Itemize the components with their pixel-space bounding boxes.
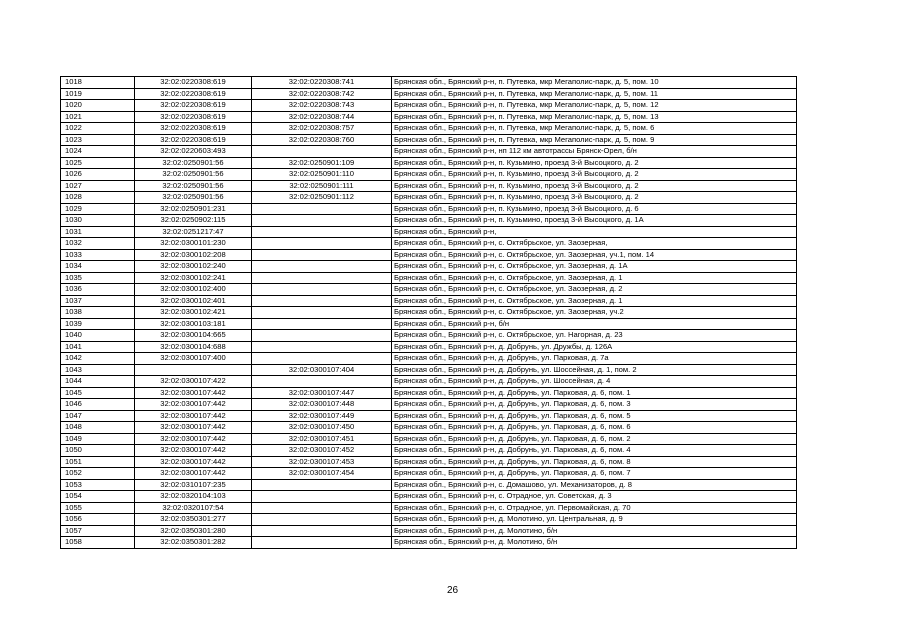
parent-cadastral-number-cell: 32:02:0220308:619 [135, 123, 252, 135]
table-row [61, 537, 797, 549]
cadastral-number-cell: 32:02:0220308:744 [252, 111, 392, 123]
cadastral-number-cell [252, 295, 392, 307]
table-row [61, 249, 797, 261]
cadastral-number-cell [252, 491, 392, 503]
row-number-cell: 1018 [61, 77, 135, 89]
table-row [61, 111, 797, 123]
address-cell: Брянская обл., Брянский р-н, п. Путевка, мкр Мегаполис-парк, д. 5, пом. 12 [392, 100, 797, 112]
cadastral-number-cell: 32:02:0300107:449 [252, 410, 392, 422]
parent-cadastral-number-cell: 32:02:0300102:400 [135, 284, 252, 296]
address-cell: Брянская обл., Брянский р-н, б/н [392, 318, 797, 330]
row-number-cell: 1020 [61, 100, 135, 112]
parent-cadastral-number-cell: 32:02:0300103:181 [135, 318, 252, 330]
parent-cadastral-number-cell: 32:02:0300101:230 [135, 238, 252, 250]
parent-cadastral-number-cell: 32:02:0300107:400 [135, 353, 252, 365]
table-body [61, 77, 797, 549]
cadastral-number-cell [252, 307, 392, 319]
table-row [61, 307, 797, 319]
row-number-cell: 1050 [61, 445, 135, 457]
parent-cadastral-number-cell: 32:02:0320107:54 [135, 502, 252, 514]
cadastral-number-cell: 32:02:0250901:110 [252, 169, 392, 181]
address-cell: Брянская обл., Брянский р-н, п. Кузьмино, проезд 3-й Высоцкого, д. 2 [392, 157, 797, 169]
cadastral-number-cell [252, 341, 392, 353]
cadastral-number-cell [252, 203, 392, 215]
table-row [61, 479, 797, 491]
table-row [61, 203, 797, 215]
table-row [61, 468, 797, 480]
address-cell: Брянская обл., Брянский р-н, д. Добрунь, ул. Парковая, д. 6, пом. 1 [392, 387, 797, 399]
address-cell: Брянская обл., Брянский р-н, с. Октябрьское, ул. Нагорная, д. 23 [392, 330, 797, 342]
table-row [61, 525, 797, 537]
parent-cadastral-number-cell: 32:02:0250901:56 [135, 180, 252, 192]
cadastral-number-cell: 32:02:0220308:757 [252, 123, 392, 135]
cadastral-number-cell [252, 272, 392, 284]
cadastral-number-cell [252, 261, 392, 273]
row-number-cell: 1040 [61, 330, 135, 342]
cadastral-number-cell: 32:02:0220308:741 [252, 77, 392, 89]
address-cell: Брянская обл., Брянский р-н, п. Кузьмино, проезд 3-й Высоцкого, д. 6 [392, 203, 797, 215]
row-number-cell: 1044 [61, 376, 135, 388]
row-number-cell: 1033 [61, 249, 135, 261]
row-number-cell: 1026 [61, 169, 135, 181]
table-row [61, 192, 797, 204]
address-cell: Брянская обл., Брянский р-н, д. Добрунь, ул. Шоссейная, д. 4 [392, 376, 797, 388]
row-number-cell: 1027 [61, 180, 135, 192]
table-row [61, 77, 797, 89]
parent-cadastral-number-cell [135, 364, 252, 376]
row-number-cell: 1035 [61, 272, 135, 284]
cadastral-number-cell [252, 353, 392, 365]
cadastral-number-cell [252, 330, 392, 342]
cadastral-number-cell: 32:02:0300107:451 [252, 433, 392, 445]
parent-cadastral-number-cell: 32:02:0300107:442 [135, 468, 252, 480]
row-number-cell: 1052 [61, 468, 135, 480]
row-number-cell: 1022 [61, 123, 135, 135]
row-number-cell: 1021 [61, 111, 135, 123]
parent-cadastral-number-cell: 32:02:0220308:619 [135, 111, 252, 123]
row-number-cell: 1037 [61, 295, 135, 307]
address-cell: Брянская обл., Брянский р-н, с. Октябрьское, ул. Заозерная, д. 1 [392, 272, 797, 284]
row-number-cell: 1042 [61, 353, 135, 365]
table-row [61, 514, 797, 526]
parent-cadastral-number-cell: 32:02:0300102:208 [135, 249, 252, 261]
page-number: 26 [446, 585, 459, 596]
table-row [61, 169, 797, 181]
cadastral-number-cell [252, 284, 392, 296]
row-number-cell: 1031 [61, 226, 135, 238]
row-number-cell: 1041 [61, 341, 135, 353]
cadastral-number-cell [252, 215, 392, 227]
row-number-cell: 1048 [61, 422, 135, 434]
table-row [61, 146, 797, 158]
address-cell: Брянская обл., Брянский р-н, с. Октябрьское, ул. Заозерная, [392, 238, 797, 250]
address-cell: Брянская обл., Брянский р-н, п. Путевка, мкр Мегаполис-парк, д. 5, пом. 13 [392, 111, 797, 123]
parent-cadastral-number-cell: 32:02:0251217:47 [135, 226, 252, 238]
table-row [61, 238, 797, 250]
table-row [61, 456, 797, 468]
parent-cadastral-number-cell: 32:02:0220603:493 [135, 146, 252, 158]
cadastral-number-cell [252, 514, 392, 526]
parent-cadastral-number-cell: 32:02:0300107:442 [135, 410, 252, 422]
parent-cadastral-number-cell: 32:02:0250901:56 [135, 169, 252, 181]
parent-cadastral-number-cell: 32:02:0300107:442 [135, 456, 252, 468]
cadastral-number-cell [252, 226, 392, 238]
cadastral-number-cell: 32:02:0250901:109 [252, 157, 392, 169]
parent-cadastral-number-cell: 32:02:0220308:619 [135, 134, 252, 146]
parent-cadastral-number-cell: 32:02:0300102:240 [135, 261, 252, 273]
address-cell: Брянская обл., Брянский р-н, д. Добрунь, ул. Парковая, д. 6, пом. 6 [392, 422, 797, 434]
row-number-cell: 1023 [61, 134, 135, 146]
row-number-cell: 1019 [61, 88, 135, 100]
table-row [61, 226, 797, 238]
row-number-cell: 1036 [61, 284, 135, 296]
row-number-cell: 1032 [61, 238, 135, 250]
row-number-cell: 1029 [61, 203, 135, 215]
parent-cadastral-number-cell: 32:02:0300107:442 [135, 422, 252, 434]
cadastral-number-cell: 32:02:0300107:447 [252, 387, 392, 399]
row-number-cell: 1030 [61, 215, 135, 227]
row-number-cell: 1043 [61, 364, 135, 376]
row-number-cell: 1051 [61, 456, 135, 468]
table-row [61, 100, 797, 112]
parent-cadastral-number-cell: 32:02:0220308:619 [135, 100, 252, 112]
address-cell: Брянская обл., Брянский р-н, д. Добрунь, ул. Парковая, д. 6, пом. 2 [392, 433, 797, 445]
parent-cadastral-number-cell: 32:02:0300107:442 [135, 399, 252, 411]
table-row [61, 180, 797, 192]
row-number-cell: 1046 [61, 399, 135, 411]
parent-cadastral-number-cell: 32:02:0300104:688 [135, 341, 252, 353]
cadastral-number-cell: 32:02:0300107:453 [252, 456, 392, 468]
cadastral-number-cell: 32:02:0250901:111 [252, 180, 392, 192]
table-row [61, 215, 797, 227]
table-row [61, 284, 797, 296]
row-number-cell: 1057 [61, 525, 135, 537]
address-cell: Брянская обл., Брянский р-н, п. Путевка, мкр Мегаполис-парк, д. 5, пом. 9 [392, 134, 797, 146]
cadastral-number-cell [252, 238, 392, 250]
cadastral-number-cell: 32:02:0300107:448 [252, 399, 392, 411]
table-row [61, 410, 797, 422]
table-row [61, 272, 797, 284]
table-row [61, 387, 797, 399]
cadastral-number-cell: 32:02:0300107:404 [252, 364, 392, 376]
table-row [61, 502, 797, 514]
row-number-cell: 1045 [61, 387, 135, 399]
cadastral-number-cell [252, 479, 392, 491]
address-cell: Брянская обл., Брянский р-н, п. Кузьмино, проезд 3-й Высоцкого, д. 2 [392, 169, 797, 181]
cadastral-number-cell [252, 146, 392, 158]
table-row [61, 422, 797, 434]
parent-cadastral-number-cell: 32:02:0250901:56 [135, 157, 252, 169]
row-number-cell: 1028 [61, 192, 135, 204]
address-cell: Брянская обл., Брянский р-н, д. Добрунь, ул. Дружбы, д. 126А [392, 341, 797, 353]
address-cell: Брянская обл., Брянский р-н, д. Молотино, ул. Центральная, д. 9 [392, 514, 797, 526]
address-cell: Брянская обл., Брянский р-н, д. Добрунь, ул. Парковая, д. 6, пом. 5 [392, 410, 797, 422]
parent-cadastral-number-cell: 32:02:0350301:277 [135, 514, 252, 526]
row-number-cell: 1049 [61, 433, 135, 445]
row-number-cell: 1053 [61, 479, 135, 491]
parent-cadastral-number-cell: 32:02:0300102:421 [135, 307, 252, 319]
address-cell: Брянская обл., Брянский р-н, д. Молотино, б/н [392, 537, 797, 549]
address-cell: Брянская обл., Брянский р-н, д. Молотино, б/н [392, 525, 797, 537]
cadastral-number-cell [252, 502, 392, 514]
cadastral-number-cell: 32:02:0220308:760 [252, 134, 392, 146]
parent-cadastral-number-cell: 32:02:0220308:619 [135, 88, 252, 100]
parent-cadastral-number-cell: 32:02:0350301:282 [135, 537, 252, 549]
cadastral-number-cell: 32:02:0250901:112 [252, 192, 392, 204]
table-row [61, 376, 797, 388]
address-cell: Брянская обл., Брянский р-н, д. Добрунь, ул. Парковая, д. 6, пом. 3 [392, 399, 797, 411]
cadastral-number-cell [252, 318, 392, 330]
parent-cadastral-number-cell: 32:02:0300102:401 [135, 295, 252, 307]
table-row [61, 353, 797, 365]
table-row [61, 433, 797, 445]
parent-cadastral-number-cell: 32:02:0300104:665 [135, 330, 252, 342]
address-cell: Брянская обл., Брянский р-н, п. Кузьмино, проезд 3-й Высоцкого, д. 2 [392, 192, 797, 204]
address-cell: Брянская обл., Брянский р-н, с. Отрадное, ул. Первомайская, д. 70 [392, 502, 797, 514]
address-cell: Брянская обл., Брянский р-н, п. Путевка, мкр Мегаполис-парк, д. 5, пом. 10 [392, 77, 797, 89]
table-row [61, 157, 797, 169]
row-number-cell: 1058 [61, 537, 135, 549]
row-number-cell: 1034 [61, 261, 135, 273]
row-number-cell: 1055 [61, 502, 135, 514]
address-cell: Брянская обл., Брянский р-н, с. Октябрьское, ул. Заозерная, д. 2 [392, 284, 797, 296]
table-row [61, 330, 797, 342]
address-cell: Брянская обл., Брянский р-н, д. Добрунь, ул. Парковая, д. 7а [392, 353, 797, 365]
parent-cadastral-number-cell: 32:02:0320104:103 [135, 491, 252, 503]
table-row [61, 445, 797, 457]
table-row [61, 341, 797, 353]
parent-cadastral-number-cell: 32:02:0300102:241 [135, 272, 252, 284]
address-cell: Брянская обл., Брянский р-н, нп 112 км автотрассы Брянск-Орел, б/н [392, 146, 797, 158]
cadastral-number-cell [252, 525, 392, 537]
row-number-cell: 1047 [61, 410, 135, 422]
table-row [61, 88, 797, 100]
address-cell: Брянская обл., Брянский р-н, с. Октябрьское, ул. Заозерная, д. 1 [392, 295, 797, 307]
address-cell: Брянская обл., Брянский р-н, с. Октябрьское, ул. Заозерная, уч.1, пом. 14 [392, 249, 797, 261]
address-cell: Брянская обл., Брянский р-н, д. Добрунь, ул. Парковая, д. 6, пом. 7 [392, 468, 797, 480]
address-cell: Брянская обл., Брянский р-н, д. Добрунь, ул. Парковая, д. 6, пом. 8 [392, 456, 797, 468]
table-row [61, 123, 797, 135]
address-cell: Брянская обл., Брянский р-н, с. Октябрьское, ул. Заозерная, д. 1А [392, 261, 797, 273]
parent-cadastral-number-cell: 32:02:0300107:442 [135, 445, 252, 457]
table-row [61, 318, 797, 330]
table-row [61, 295, 797, 307]
row-number-cell: 1038 [61, 307, 135, 319]
cadastral-number-cell: 32:02:0220308:743 [252, 100, 392, 112]
row-number-cell: 1025 [61, 157, 135, 169]
parent-cadastral-number-cell: 32:02:0250901:231 [135, 203, 252, 215]
row-number-cell: 1039 [61, 318, 135, 330]
table-row [61, 491, 797, 503]
table-row [61, 399, 797, 411]
parent-cadastral-number-cell: 32:02:0220308:619 [135, 77, 252, 89]
cadastral-number-cell: 32:02:0300107:450 [252, 422, 392, 434]
address-cell: Брянская обл., Брянский р-н, п. Путевка, мкр Мегаполис-парк, д. 5, пом. 11 [392, 88, 797, 100]
cadastral-number-cell [252, 537, 392, 549]
address-cell: Брянская обл., Брянский р-н, с. Отрадное, ул. Советская, д. 3 [392, 491, 797, 503]
cadastral-number-cell [252, 376, 392, 388]
address-cell: Брянская обл., Брянский р-н, п. Путевка, мкр Мегаполис-парк, д. 5, пом. 6 [392, 123, 797, 135]
table-row [61, 261, 797, 273]
cadastral-number-cell: 32:02:0220308:742 [252, 88, 392, 100]
parent-cadastral-number-cell: 32:02:0300107:442 [135, 387, 252, 399]
address-cell: Брянская обл., Брянский р-н, с. Домашово, ул. Механизаторов, д. 8 [392, 479, 797, 491]
parent-cadastral-number-cell: 32:02:0250901:56 [135, 192, 252, 204]
address-cell: Брянская обл., Брянский р-н, п. Кузьмино, проезд 3-й Высоцкого, д. 2 [392, 180, 797, 192]
parent-cadastral-number-cell: 32:02:0250902:115 [135, 215, 252, 227]
parent-cadastral-number-cell: 32:02:0300107:442 [135, 433, 252, 445]
cadastral-number-cell: 32:02:0300107:454 [252, 468, 392, 480]
row-number-cell: 1024 [61, 146, 135, 158]
cadastral-table [60, 76, 797, 549]
parent-cadastral-number-cell: 32:02:0350301:280 [135, 525, 252, 537]
address-cell: Брянская обл., Брянский р-н, п. Кузьмино, проезд 3-й Высоцкого, д. 1А [392, 215, 797, 227]
row-number-cell: 1054 [61, 491, 135, 503]
cadastral-number-cell: 32:02:0300107:452 [252, 445, 392, 457]
parent-cadastral-number-cell: 32:02:0300107:422 [135, 376, 252, 388]
address-cell: Брянская обл., Брянский р-н, д. Добрунь, ул. Шоссейная, д. 1, пом. 2 [392, 364, 797, 376]
parent-cadastral-number-cell: 32:02:0310107:235 [135, 479, 252, 491]
row-number-cell: 1056 [61, 514, 135, 526]
table-row [61, 364, 797, 376]
cadastral-number-cell [252, 249, 392, 261]
address-cell: Брянская обл., Брянский р-н, д. Добрунь, ул. Парковая, д. 6, пом. 4 [392, 445, 797, 457]
address-cell: Брянская обл., Брянский р-н, с. Октябрьское, ул. Заозерная, уч.2 [392, 307, 797, 319]
address-cell: Брянская обл., Брянский р-н, [392, 226, 797, 238]
table-row [61, 134, 797, 146]
